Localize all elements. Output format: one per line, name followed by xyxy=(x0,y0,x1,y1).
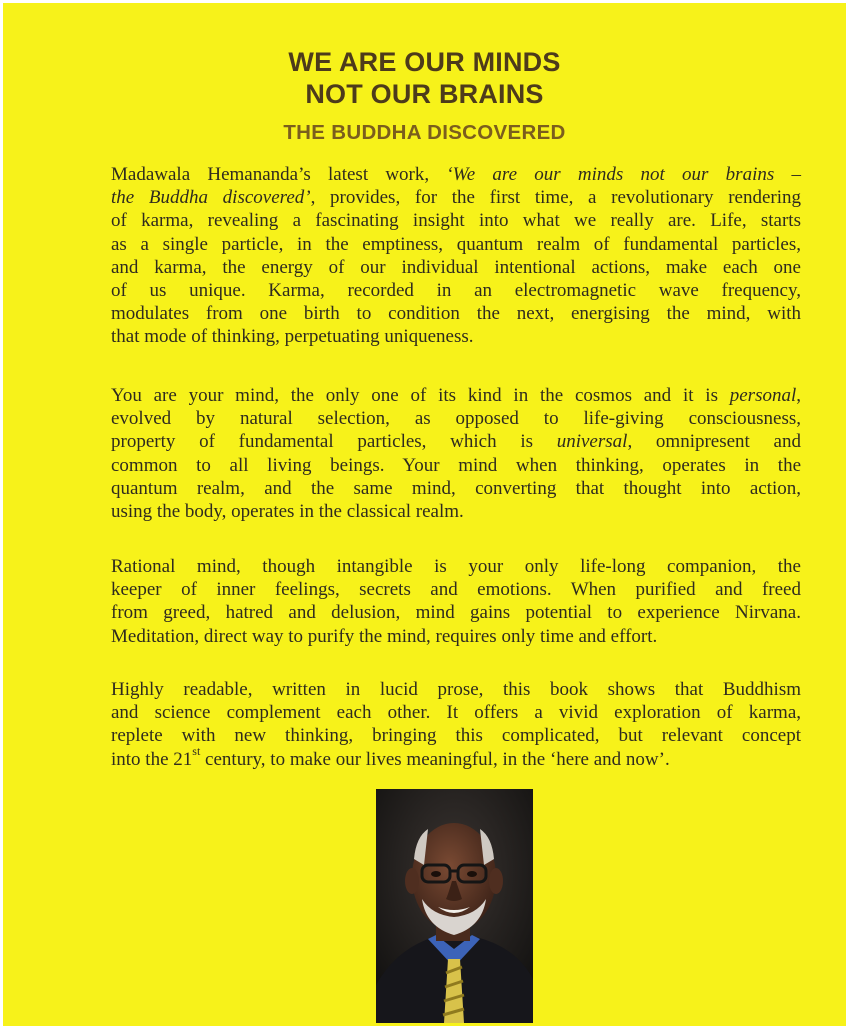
paragraph-2 xyxy=(111,384,801,523)
text-line: into the 21st century, to make our lives meaningful, in the ‘here and now’. xyxy=(111,744,670,770)
text-line: the Buddha discovered’, provides, for the first time, a revolutionary rendering xyxy=(111,187,801,209)
author-portrait-icon xyxy=(376,789,533,1023)
text-line: of us unique. Karma, recorded in an electromagnetic wave frequency, xyxy=(111,280,801,302)
subtitle: THE BUDDHA DISCOVERED xyxy=(283,121,566,144)
text-line: replete with new thinking, bringing this complicated, but relevant concept xyxy=(111,725,801,747)
title-line-2: NOT OUR BRAINS xyxy=(305,79,544,109)
text-line: Rational mind, though intangible is your only life-long companion, the xyxy=(111,556,801,577)
text-line: evolved by natural selection, as opposed to life-giving consciousness, xyxy=(111,408,801,430)
text-line: using the body, operates in the classical realm. xyxy=(111,501,464,523)
text-line: You are your mind, the only one of its kind in the cosmos and it is personal, xyxy=(111,385,801,406)
paragraph-1 xyxy=(111,163,801,349)
title-line-1: WE ARE OUR MINDS xyxy=(288,47,561,77)
book-back-cover xyxy=(3,3,846,1026)
text-line: from greed, hatred and delusion, mind gains potential to experience Nirvana. xyxy=(111,602,801,624)
text-line: modulates from one birth to condition the next, energising the mind, with xyxy=(111,303,801,325)
text-line: of karma, revealing a fascinating insight into what we really are. Life, starts xyxy=(111,210,801,232)
text-line: and science complement each other. It offers a vivid exploration of karma, xyxy=(111,702,801,724)
text-line: as a single particle, in the emptiness, quantum realm of fundamental particles, xyxy=(111,233,801,255)
text-line: Highly readable, written in lucid prose, this book shows that Buddhism xyxy=(111,679,801,700)
text-line: and karma, the energy of our individual intentional actions, make each one xyxy=(111,256,801,278)
paragraph-3 xyxy=(111,555,801,648)
text-line: that mode of thinking, perpetuating uniqueness. xyxy=(111,326,474,348)
text-line: keeper of inner feelings, secrets and emotions. When purified and freed xyxy=(111,579,801,601)
text-line: common to all living beings. Your mind when thinking, operates in the xyxy=(111,454,801,476)
text-line: quantum realm, and the same mind, converting that thought into action, xyxy=(111,477,801,499)
paragraph-4 xyxy=(111,678,801,771)
text-line: Madawala Hemananda’s latest work, ‘We are our minds not our brains – xyxy=(111,164,801,185)
text-line: Meditation, direct way to purify the mind, requires only time and effort. xyxy=(111,625,658,647)
text-line: property of fundamental particles, which is universal, omnipresent and xyxy=(111,431,801,453)
author-portrait-photo xyxy=(376,789,533,1023)
